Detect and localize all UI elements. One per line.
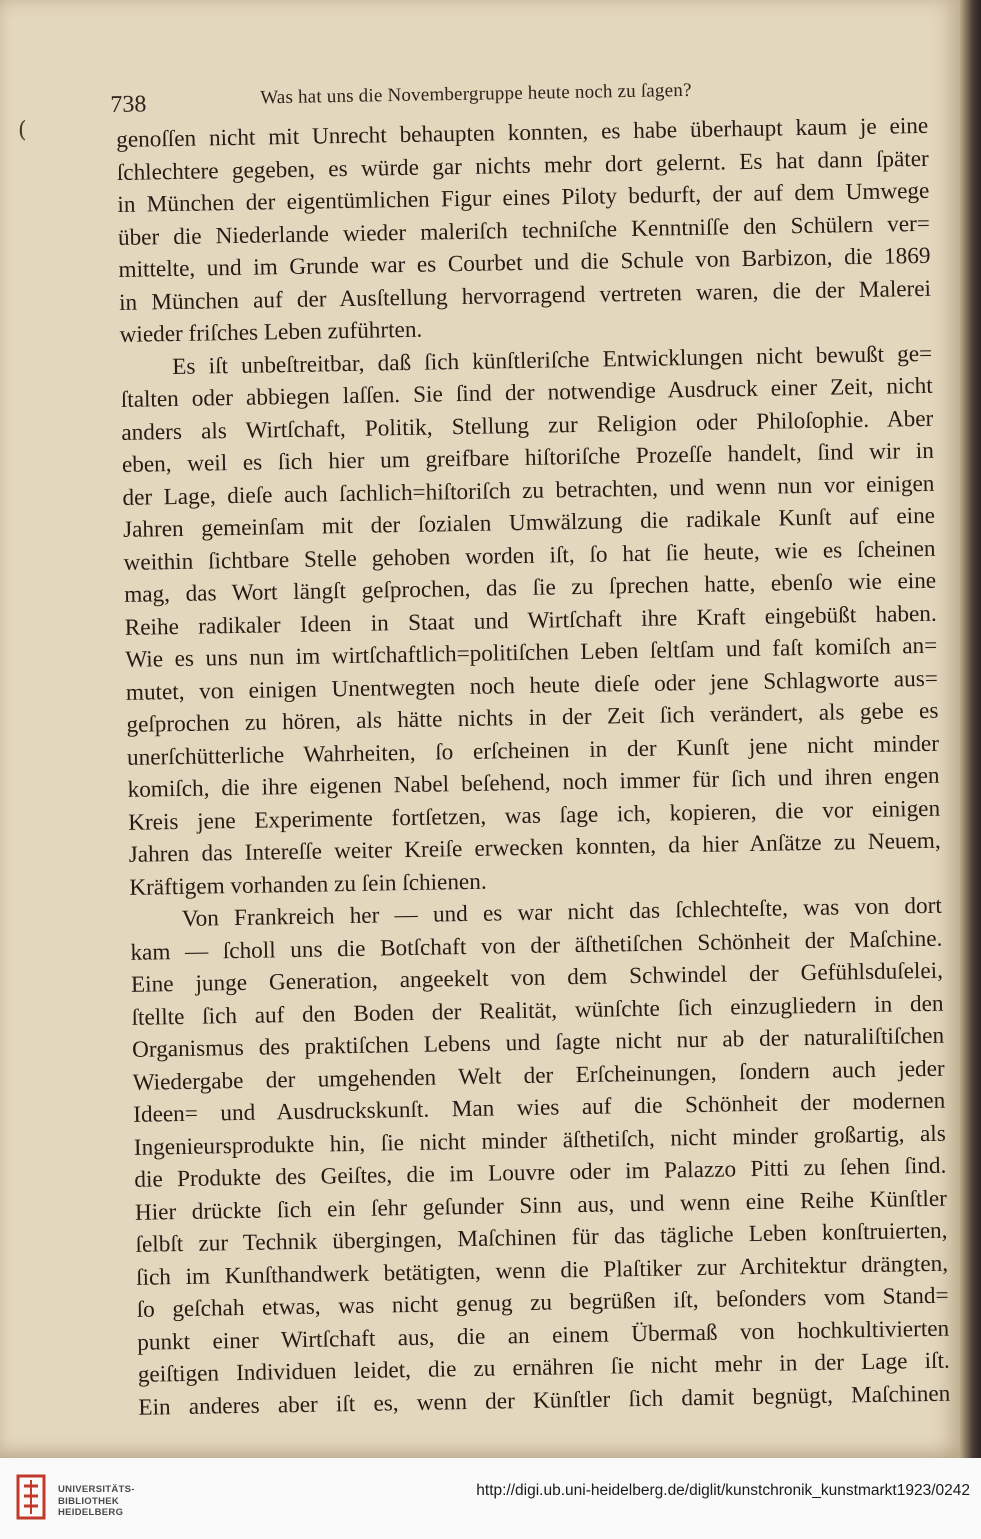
page-number: 738 <box>110 91 147 118</box>
text-line: eben, weil es ſich hier um greifbare hiſtoriſche Prozeſſe handelt, ſind wir in <box>121 437 935 478</box>
library-name-line: UNIVERSITÄTS- <box>58 1484 135 1495</box>
text-line: mag, das Wort längſt geſprochen, das ſie zu ſprechen hatte, ebenſo wie eine <box>123 567 937 608</box>
text-line: ſelbſt zur Technik übergingen, Maſchinen für das tägliche Leben konſtruierten, <box>135 1217 948 1258</box>
margin-mark: ( <box>18 118 27 143</box>
text-line: Wiedergabe der umgehenden Welt der Erſcheinungen, ſondern auch jeder <box>132 1055 945 1096</box>
book-spine-shadow <box>960 0 981 1458</box>
text-line: ſich im Kunſthandwerk betätigten, wenn die Plaſtiker zur Architektur drängten, <box>135 1250 949 1291</box>
text-line: komiſch, die ihre eigenen Nabel beſehend, noch immer für ſich und ihren engen <box>127 762 940 803</box>
text-line: Reihe radikaler Ideen in Staat und Wirtſchaft ihre Kraft eingebüßt haben. <box>124 600 937 641</box>
text-line: weithin ſichtbare Stelle gehoben worden iſt, ſo hat ſie heute, wie es ſcheinen <box>123 535 936 576</box>
text-line: mittelte, und im Grunde war es Courbet und die Schule von Barbizon, die 1869 <box>118 242 931 283</box>
text-line: Kreis jene Experimente fortſetzen, was ſage ich, kopieren, die vor einigen <box>127 795 941 836</box>
source-url-link[interactable]: http://digi.ub.uni-heidelberg.de/diglit/kunstchronik_kunstmarkt1923/0242 <box>476 1482 970 1499</box>
text-line: anders als Wirtſchaft, Politik, Stellung zur Religion oder Philoſophie. Aber <box>121 405 934 446</box>
body-text <box>116 110 951 1424</box>
text-line: wieder friſches Leben zuführten. <box>119 316 423 348</box>
library-name-line: BIBLIOTHEK <box>58 1495 120 1507</box>
text-line: Ideen= und Ausdruckskunſt. Man wies auf die Schönheit der modernen <box>133 1087 946 1128</box>
text-line: ſtellte ſich auf den Boden der Realität, wünſchte ſich einzugliedern in den <box>131 990 944 1031</box>
library-name-line: HEIDELBERG <box>58 1507 124 1518</box>
text-line: punkt einer Wirtſchaft aus, die an einem Übermaß von hochkultivierten <box>137 1315 950 1356</box>
paragraph-start-line: Es iſt unbeſtreitbar, daß ſich künſtleriſche Entwicklungen nicht bewußt ge= <box>172 340 933 380</box>
text-line: Eine junge Generation, angeekelt von dem Schwindel der Gefühlsduſelei, <box>130 957 944 998</box>
heidelberg-library-logo-icon <box>12 1472 52 1522</box>
text-line: ſchlechtere gegeben, es würde gar nichts mehr dort gelernt. Es hat dann ſpäter <box>116 145 929 186</box>
text-line: ſtalten oder abbiegen laſſen. Sie ſind der notwendige Ausdruck einer Zeit, nicht <box>120 372 933 413</box>
text-line: Organismus des praktiſchen Lebens und ſagte nicht nur ab der naturaliſtiſchen <box>131 1022 945 1063</box>
text-line: Wie es uns nun im wirtſchaftlich=politiſchen Leben ſeltſam und faſt komiſch an= <box>125 632 938 673</box>
text-line: unerſchütterliche Wahrheiten, ſo erſcheinen in der Kunſt jene nicht minder <box>126 730 940 771</box>
text-line: geſprochen zu hören, als hätte nichts in der Zeit ſich verändert, als gebe es <box>126 697 939 738</box>
page-header <box>110 72 930 118</box>
text-line: kam — ſcholl uns die Botſchaft von der äſthetiſchen Schönheit der Maſchine. <box>130 925 943 966</box>
text-line: Jahren das Intereſſe weiter Kreiſe erwecken konnten, da hier Anſätze zu Neuem, <box>128 827 941 868</box>
text-line: genoſſen nicht mit Unrecht behaupten konnten, es habe überhaupt kaum je eine <box>116 112 929 153</box>
text-line: Ingenieursprodukte hin, ſie nicht minder äſthetiſch, nicht minder großartig, als <box>133 1120 946 1161</box>
library-name <box>58 1484 135 1519</box>
text-line: Ein anderes aber iſt es, wenn der Künſtler ſich damit begnügt, Maſchinen <box>138 1380 951 1421</box>
text-line: Kräftigem vorhanden zu ſein ſchienen. <box>129 868 487 901</box>
text-line: über die Niederlande wieder maleriſch techniſche Kenntniſſe den Schülern ver= <box>117 210 931 251</box>
text-line: die Produkte des Geiſtes, die im Louvre oder im Palazzo Pitti zu ſehen ſind. <box>134 1152 947 1193</box>
text-line: mutet, von einigen Unentwegten noch heute dieſe oder jene Schlagworte aus= <box>125 665 939 706</box>
text-line: Jahren gemeinſam mit der ſozialen Umwälzung die radikale Kunſt auf eine <box>122 502 936 543</box>
text-line: geiſtigen Individuen leidet, die zu ernähren ſie nicht mehr in der Lage iſt. <box>137 1347 950 1388</box>
text-line: in München der eigentümlichen Figur eines Piloty bedurft, der auf dem Umwege <box>117 177 930 218</box>
digitization-footer <box>0 1458 981 1539</box>
running-title: Was hat uns die Novembergruppe heute noch zu ſagen? <box>260 79 692 109</box>
text-line: Hier drückte ſich ein ſehr geſunder Sinn aus, und wenn eine Reihe Künſtler <box>134 1185 948 1226</box>
text-line: der Lage, dieſe auch ſachlich=hiſtoriſch zu betrachten, und wenn nun vor einigen <box>122 470 935 511</box>
text-line: in München auf der Ausſtellung hervorragend vertreten waren, die der Malerei <box>118 275 932 316</box>
paragraph-start-line: Von Frankreich her — und es war nicht das ſchlechteſte, was von dort <box>181 892 942 932</box>
text-line: ſo geſchah etwas, was nicht genug zu begrüßen iſt, beſonders vom Stand= <box>136 1282 949 1323</box>
